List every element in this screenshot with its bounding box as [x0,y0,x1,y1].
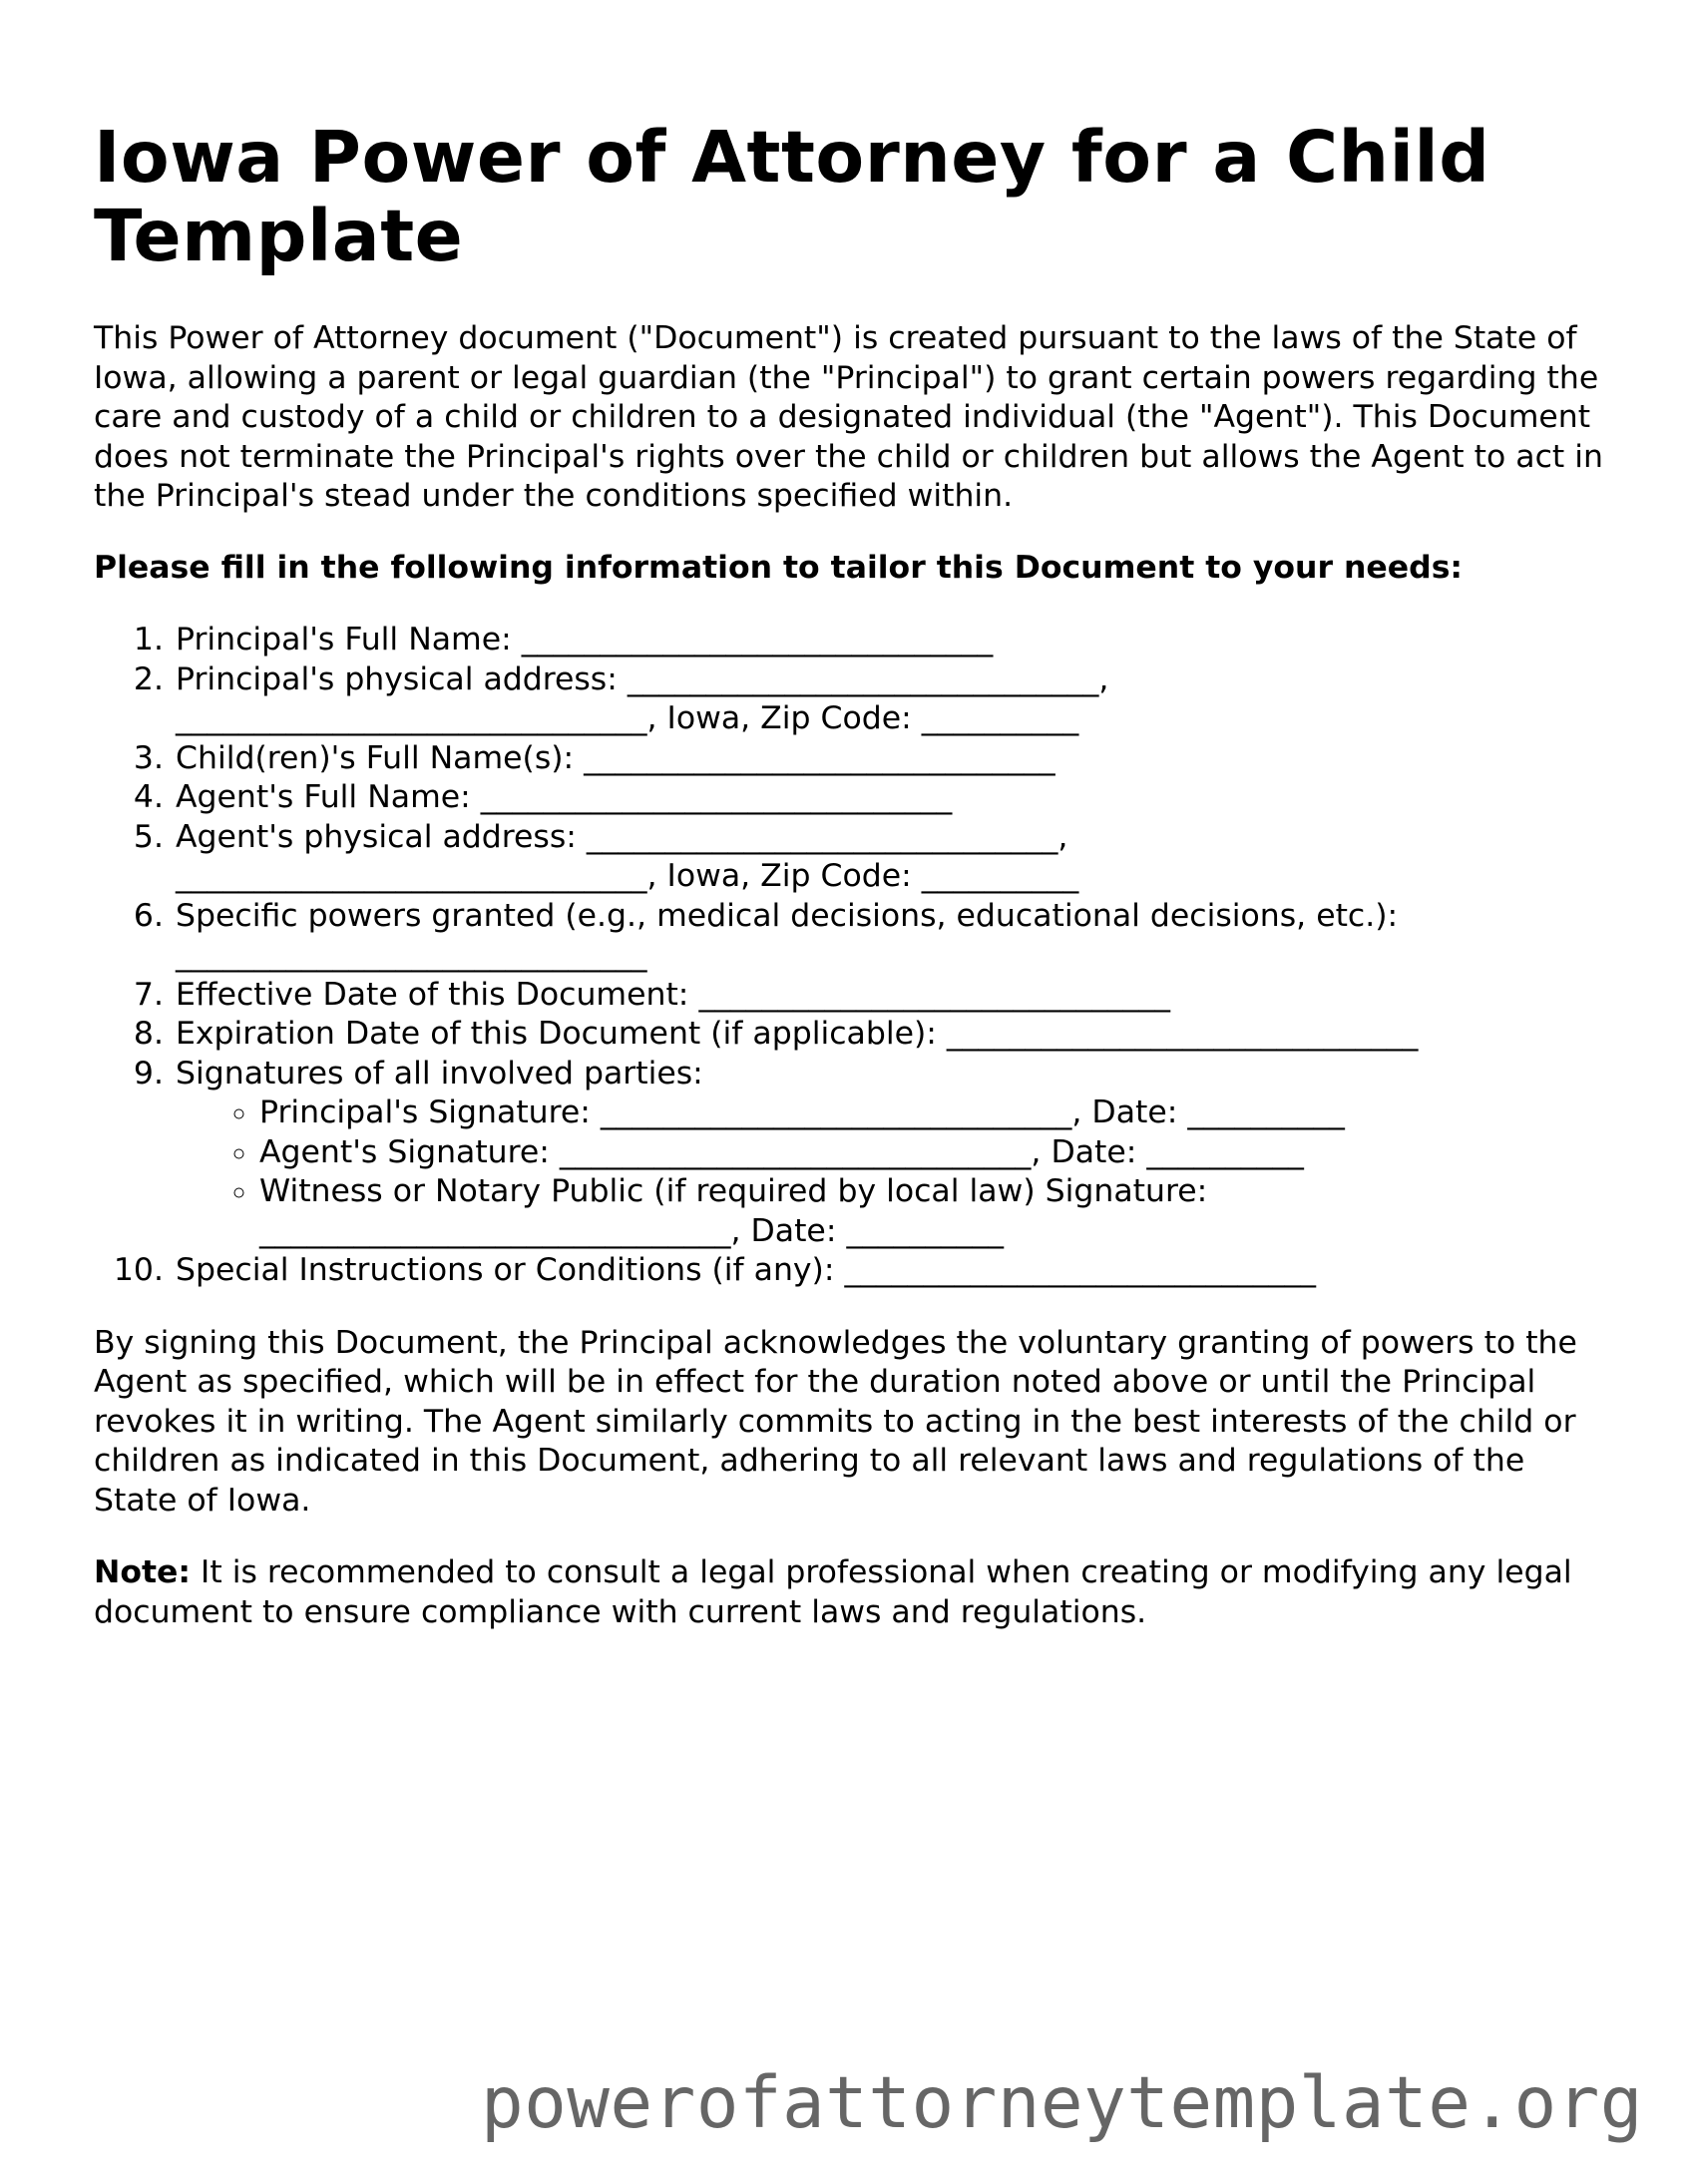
date-label: , Date: [730,1212,847,1249]
children-names-blank[interactable]: ______________________________ [584,739,1055,776]
principal-signature-blank[interactable]: ______________________________ [600,1094,1072,1130]
list-item [259,1133,1610,1173]
note-paragraph [94,1553,1610,1632]
watermark: powerofattorneytemplate.org [481,2061,1643,2144]
field-label: Principal's Full Name: [176,622,522,657]
list-item [174,976,1610,1016]
special-instructions-blank[interactable]: ______________________________ [844,1252,1316,1288]
field-label: Principal's Signature: [259,1094,601,1130]
iowa-zip-label: , Iowa, Zip Code: [646,700,922,736]
principal-city-blank[interactable]: ______________________________ [176,700,647,736]
field-label: Witness or Notary Public (if required by local law) Signature: [259,1173,1208,1209]
note-label: Note: [94,1554,192,1590]
principal-date-blank[interactable]: __________ [1187,1094,1345,1130]
list-item [174,818,1610,897]
agent-date-blank[interactable]: __________ [1146,1133,1304,1170]
principal-street-blank[interactable]: ______________________________ [627,660,1099,697]
field-label: Agent's Signature: [259,1133,560,1170]
principal-name-blank[interactable]: ______________________________ [521,622,994,657]
comma: , [1057,818,1068,855]
powers-blank[interactable]: ______________________________ [176,937,647,973]
date-label: , Date: [1071,1094,1188,1130]
agent-street-blank[interactable]: ______________________________ [586,818,1058,855]
page-title: Iowa Power of Attorney for a Child Template [94,116,1490,277]
list-item [174,739,1610,779]
date-label: , Date: [1031,1133,1147,1170]
field-label: Effective Date of this Document: [176,976,699,1013]
list-item [174,660,1610,739]
fill-instructions-heading: Please fill in the following information to tailor this Document to your needs: [94,549,1464,586]
fields-list [94,621,1610,1291]
list-item [174,897,1610,976]
agent-signature-blank[interactable]: ______________________________ [559,1133,1032,1170]
signatures-list [176,1093,1610,1251]
note-text: It is recommended to consult a legal professional when creating or modifying any legal document to ensure compliance with current laws and regulations. [94,1554,1572,1630]
list-item [174,778,1610,818]
document-page [94,118,1610,1632]
field-label: Principal's physical address: [176,660,628,697]
expiration-date-blank[interactable]: ______________________________ [946,1016,1419,1052]
list-item [174,1015,1610,1055]
list-item [259,1172,1610,1251]
list-item [174,621,1610,660]
list-item [174,1055,1610,1252]
iowa-zip-label: , Iowa, Zip Code: [646,858,922,894]
field-label: Signatures of all involved parties: [176,1055,703,1092]
principal-zip-blank[interactable]: __________ [921,700,1079,736]
witness-signature-blank[interactable]: ______________________________ [259,1212,731,1249]
field-label: Agent's physical address: [176,818,587,855]
agent-name-blank[interactable]: ______________________________ [480,779,953,815]
field-label: Child(ren)'s Full Name(s): [176,739,585,776]
field-label: Agent's Full Name: [176,779,481,815]
agent-city-blank[interactable]: ______________________________ [176,858,647,894]
comma: , [1098,660,1109,697]
list-item [259,1093,1610,1133]
intro-paragraph: This Power of Attorney document ("Document") is created pursuant to the laws of the State of Iowa, allowing a parent or legal guardian (the "Principal") to grant certain powers regarding the care and custody of a child or children to a designated individual (the "Agent"). This Document does not terminate the Principal's rights over the child or children but allows the Agent to act in the Principal's stead under the conditions specified within. [94,320,1603,514]
list-item [174,1251,1610,1291]
field-label: Specific powers granted (e.g., medical decisions, educational decisions, etc.): [176,897,1399,934]
field-label: Special Instructions or Conditions (if any): [176,1252,845,1288]
witness-date-blank[interactable]: __________ [846,1212,1004,1249]
field-label: Expiration Date of this Document (if applicable): [176,1016,947,1052]
agent-zip-blank[interactable]: __________ [921,858,1079,894]
closing-paragraph: By signing this Document, the Principal acknowledges the voluntary granting of powers to the Agent as specified, which will be in effect for the duration noted above or until the Principal revokes it in writing. The Agent similarly commits to acting in the best interests of the child or children as indicated in this Document, adhering to all relevant laws and regulations of the State of Iowa. [94,1324,1577,1519]
effective-date-blank[interactable]: ______________________________ [698,976,1170,1013]
